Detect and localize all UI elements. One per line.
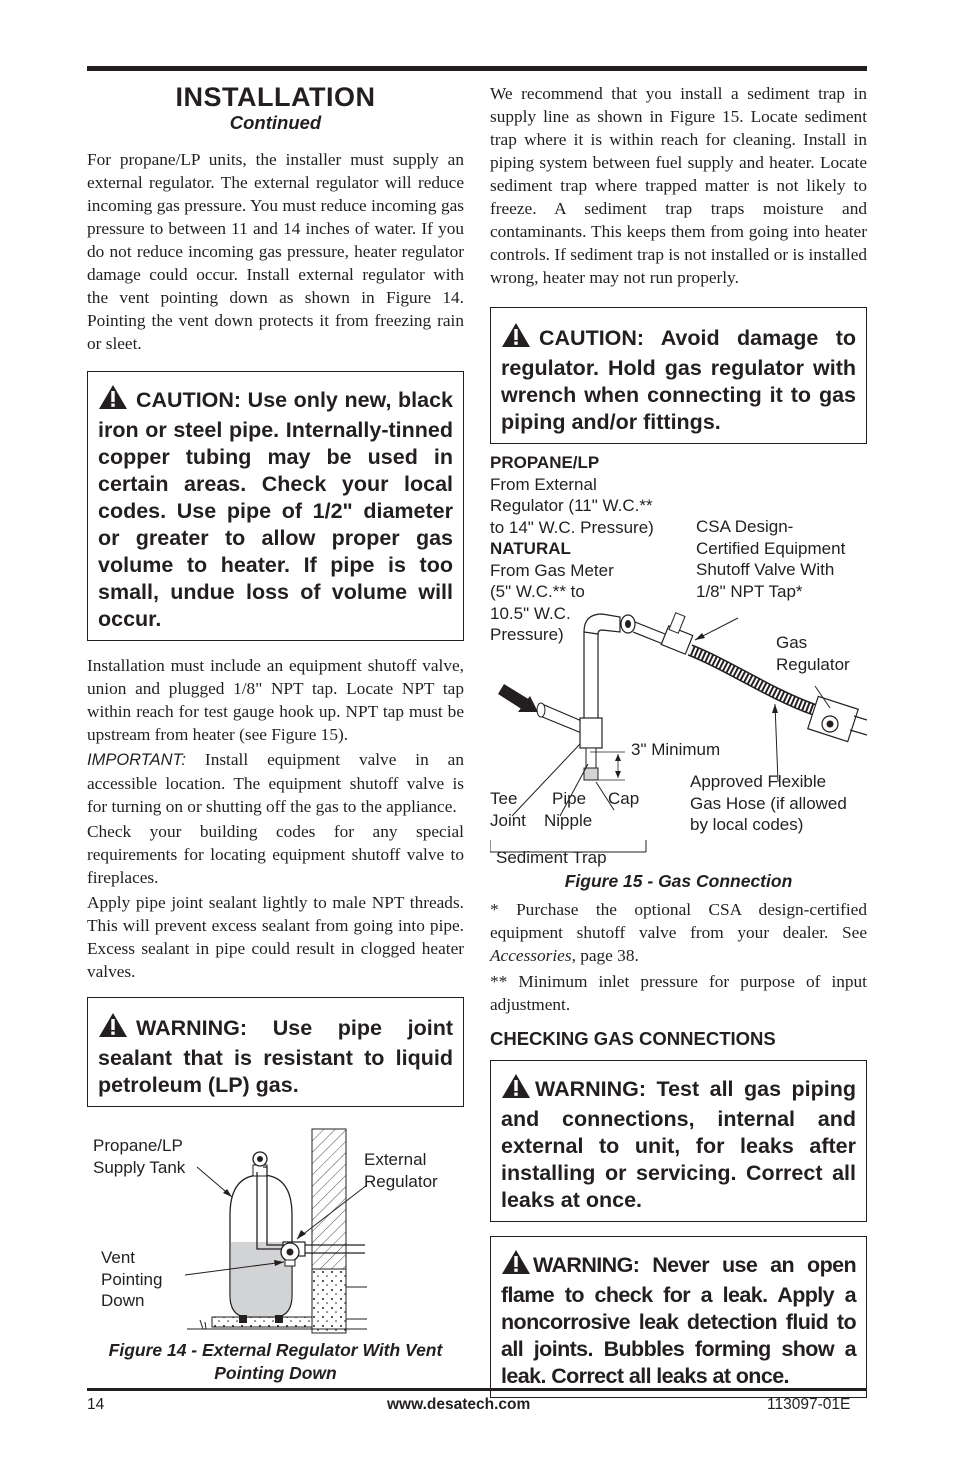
label-3-minimum: 3" Minimum (631, 740, 721, 759)
section-heading-checking: CHECKING GAS CONNECTIONS (490, 1028, 776, 1049)
left-column (87, 82, 464, 1385)
important-label: IMPORTANT: (87, 751, 186, 769)
figure-14-caption: Figure 14 - External Regulator With Vent Pointing Down (108, 1340, 443, 1383)
note-minimum-pressure: ** Minimum inlet pressure for purpose of input adjustment. (490, 972, 867, 1014)
warning-box-test (490, 1060, 867, 1222)
caution-box-pipe (87, 371, 464, 641)
right-column (490, 82, 867, 1398)
warning-triangle-icon (98, 1012, 128, 1045)
caution-text-regulator: CAUTION: Avoid damage to regulator. Hold gas regulator with wrench when connecting it to gas piping and/or fittings. (501, 326, 856, 434)
warning-text-flame: WARNING: Never use an open flame to check for a leak. Apply a noncorrosive leak detection fluid to all joints. Bubbles forming show a leak. Correct all leaks at once. (501, 1253, 856, 1388)
label-cap: Cap (608, 789, 640, 808)
warning-triangle-icon (501, 1073, 531, 1106)
label-pipe-nipple: Pipe Nipple (544, 789, 593, 830)
caution-text-pipe: CAUTION: Use only new, black iron or steel pipe. Internally-tinned copper tubing may be used in certain areas. Check your local codes. Use pipe of 1/2" diameter or greater to allow proper gas volume to heater. If pipe is too small, undue loss of volume will occur. (98, 388, 453, 631)
bottom-rule (87, 1388, 867, 1391)
label-tee-joint: Tee Joint (490, 789, 526, 830)
warning-triangle-icon (501, 1249, 531, 1282)
figure-14 (87, 1117, 464, 1339)
warning-text-sealant: WARNING: Use pipe joint sealant that is resistant to liquid petroleum (LP) gas. (98, 1016, 453, 1097)
important-text: Install equipment valve in an accessible location. The equipment shutoff valve is for turning on or shutting off the gas to the appliance. (87, 750, 464, 816)
figure-15-caption: Figure 15 - Gas Connection (564, 871, 793, 891)
paragraph-sediment-trap: We recommend that you install a sediment trap in supply line as shown in Figure 15. Locate sediment trap where it is within reach for cleaning. Install in piping system between fuel supply and heater. Locate sediment trap where trapped matter is not likely to freeze. A sediment trap traps moisture and contaminants. This keeps them from going into heater controls. If sediment trap is not installed or is installed wrong, heater may not run properly. (490, 84, 867, 287)
warning-text-test: WARNING: Test all gas piping and connections, internal and external to unit, for leaks after installing or servicing. Correct all leaks at once. (501, 1077, 856, 1212)
label-supply-tank: Propane/LP Supply Tank (93, 1136, 186, 1177)
note-shutoff-valve: * Purchase the optional CSA design-certified equipment shutoff valve from your dealer. See Accessories, page 38. (490, 900, 867, 965)
paragraph-important (87, 748, 464, 818)
label-gas-regulator: Gas Regulator (776, 633, 850, 674)
label-sediment-trap: Sediment Trap (496, 848, 607, 867)
page-title: INSTALLATION (175, 82, 376, 112)
paragraph-regulator: For propane/LP units, the installer must supply an external regulator. The external regulator will reduce incoming gas pressure. You must reduce incoming gas pressure to between 11 and 14 inches of water. If you do not reduce incoming gas pressure, heater regulator damage could occur. Install external regulator with the vent pointing down as shown in Figure 14. Pointing the vent down protects it from freezing rain or sleet. (87, 150, 464, 353)
warning-box-flame (490, 1236, 867, 1398)
page-number: 14 (87, 1396, 105, 1413)
top-rule (87, 66, 867, 71)
paragraph-shutoff-valve: Installation must include an equipment shutoff valve, union and plugged 1/8" NPT tap. Locate NPT tap within reach for test gauge hook up. NPT tap must be upstream from heater (see Figure 15). (87, 656, 464, 744)
caution-box-regulator (490, 307, 867, 444)
label-propane-source: PROPANE/LP From External Regulator (11" W.C.** to 14" W.C. Pressure) NATURAL From Gas Meter (5" W.C.** to 10.5" W.C. Pressure) (490, 453, 654, 644)
footer-url[interactable]: www.desatech.com (387, 1396, 531, 1413)
warning-triangle-icon (501, 322, 531, 355)
label-external-regulator: External Regulator (364, 1150, 438, 1191)
page-subtitle: Continued (229, 112, 322, 133)
paragraph-sealant: Apply pipe joint sealant lightly to male NPT threads. This will prevent excess sealant from going into pipe. Excess sealant in pipe could result in clogged heater valves. (87, 893, 464, 981)
figure-15 (490, 453, 867, 891)
label-shutoff-valve: CSA Design- Certified Equipment Shutoff Valve With 1/8" NPT Tap* (696, 517, 846, 601)
document-code: 113097-01E (767, 1396, 851, 1413)
paragraph-building-codes: Check your building codes for any special requirements for locating equipment shutoff valve to fireplaces. (87, 822, 464, 887)
warning-triangle-icon (98, 384, 128, 417)
label-flexible-hose: Approved Flexible Gas Hose (if allowed by local codes) (690, 772, 847, 834)
label-vent-pointing-down: Vent Pointing Down (101, 1248, 163, 1310)
warning-box-sealant (87, 997, 464, 1107)
